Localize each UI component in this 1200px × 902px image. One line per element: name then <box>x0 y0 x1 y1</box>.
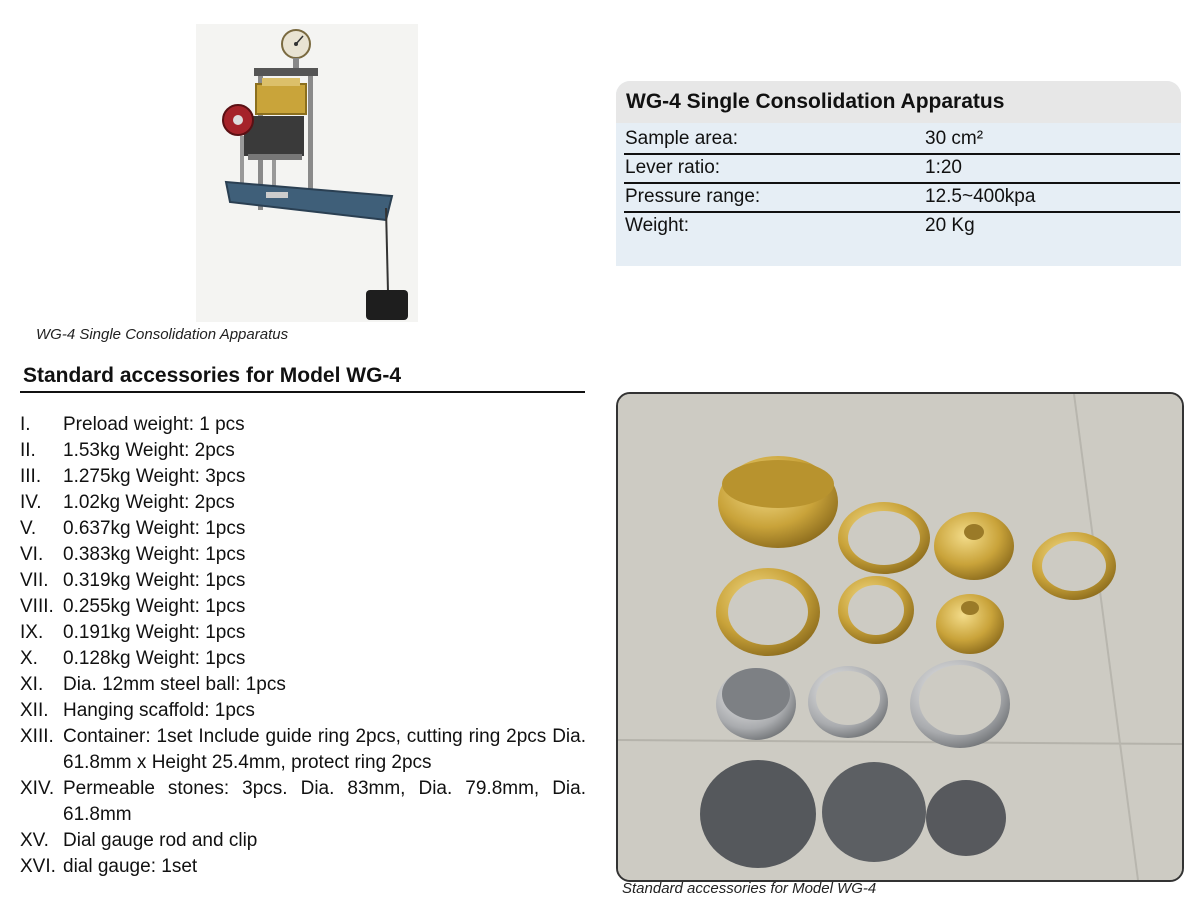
item-text: 1.02kg Weight: 2pcs <box>63 492 235 513</box>
list-item <box>20 412 586 438</box>
spec-title: WG-4 Single Consolidation Apparatus <box>616 81 1181 123</box>
photo-caption: Standard accessories for Model WG-4 <box>622 880 877 897</box>
item-text: 1.53kg Weight: 2pcs <box>63 440 235 461</box>
item-number: II. <box>20 440 36 461</box>
item-number: XI. <box>20 674 44 695</box>
list-item <box>20 542 586 568</box>
item-text: Permeable stones: 3pcs. Dia. 83mm, Dia. 79.8mm, Dia. 61.8mm <box>63 778 586 825</box>
title-underline <box>20 391 585 393</box>
spec-label: Lever ratio: <box>625 157 721 178</box>
item-text: 0.191kg Weight: 1pcs <box>63 622 246 643</box>
list-item <box>20 646 586 672</box>
item-number: XIV. <box>20 778 55 799</box>
item-text: 0.128kg Weight: 1pcs <box>63 648 246 669</box>
spec-label: Sample area: <box>625 128 739 149</box>
spec-value: 20 Kg <box>925 215 975 236</box>
apparatus-image <box>196 24 418 322</box>
list-item <box>20 490 586 516</box>
spec-value: 1:20 <box>925 157 962 178</box>
item-number: XIII. <box>20 726 54 747</box>
list-item <box>20 828 586 854</box>
item-text: 0.319kg Weight: 1pcs <box>63 570 246 591</box>
spec-label: Pressure range: <box>625 186 761 207</box>
item-number: XII. <box>20 700 49 721</box>
item-text: Preload weight: 1 pcs <box>63 414 245 435</box>
spec-card <box>616 81 1181 266</box>
list-item <box>20 698 586 724</box>
list-item <box>20 438 586 464</box>
item-text: Container: 1set Include guide ring 2pcs, cutting ring 2pcs Dia. 61.8mm x Height 25.4mm, protect ring 2pcs <box>63 726 586 773</box>
list-item <box>20 854 586 880</box>
item-text: 0.255kg Weight: 1pcs <box>63 596 246 617</box>
spec-value: 12.5~400kpa <box>925 186 1036 207</box>
item-text: Dia. 12mm steel ball: 1pcs <box>63 674 286 695</box>
spec-row-lever-ratio <box>624 154 1180 184</box>
item-text: 0.637kg Weight: 1pcs <box>63 518 246 539</box>
item-number: VII. <box>20 570 49 591</box>
accessories-list <box>20 412 586 880</box>
spec-label: Weight: <box>625 215 690 236</box>
item-text: Hanging scaffold: 1pcs <box>63 700 255 721</box>
list-item <box>20 594 586 620</box>
spec-row-pressure-range <box>624 183 1180 213</box>
list-item <box>20 516 586 542</box>
item-number: III. <box>20 466 42 487</box>
item-number: I. <box>20 414 31 435</box>
item-number: V. <box>20 518 37 539</box>
item-number: VIII. <box>20 596 54 617</box>
accessories-title: Standard accessories for Model WG-4 <box>23 364 402 387</box>
item-number: XV. <box>20 830 49 851</box>
item-number: XVI. <box>20 856 56 877</box>
item-number: IX. <box>20 622 44 643</box>
spec-row-weight <box>624 212 1180 240</box>
spec-row-sample-area <box>624 125 1180 155</box>
list-item <box>20 568 586 594</box>
item-number: IV. <box>20 492 42 513</box>
list-item <box>20 776 586 828</box>
spec-value: 30 cm² <box>925 128 984 149</box>
item-text: dial gauge: 1set <box>63 856 198 877</box>
item-number: X. <box>20 648 38 669</box>
list-item <box>20 620 586 646</box>
item-number: VI. <box>20 544 44 565</box>
item-text: 0.383kg Weight: 1pcs <box>63 544 246 565</box>
accessories-photo-image <box>618 394 1182 880</box>
item-text: Dial gauge rod and clip <box>63 830 258 851</box>
item-text: 1.275kg Weight: 3pcs <box>63 466 246 487</box>
list-item <box>20 672 586 698</box>
list-item <box>20 724 586 776</box>
accessories-photo <box>616 392 1184 882</box>
list-item <box>20 464 586 490</box>
apparatus-caption: WG-4 Single Consolidation Apparatus <box>36 326 289 343</box>
